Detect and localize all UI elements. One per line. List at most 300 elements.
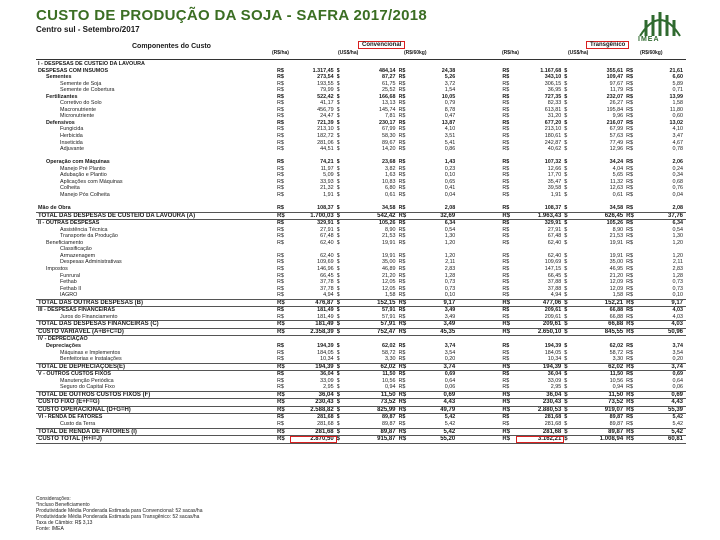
currency-symbol: R$ [398,279,406,286]
currency-symbol: R$ [626,74,634,81]
value-cell: 230,17 [379,119,396,126]
value-cell: 33,09 [547,377,562,384]
row-label: V - OUTROS CUSTOS FIXOS [38,371,111,378]
currency-symbol: $ [564,80,568,87]
currency-symbol: $ [336,74,340,81]
value-cell: 1,20 [672,239,683,246]
currency-symbol: R$ [398,371,406,378]
currency-symbol: R$ [398,313,406,320]
currency-symbol: $ [336,191,340,198]
currency-symbol: R$ [398,384,406,391]
currency-symbol: $ [564,420,568,427]
value-cell: 194,39 [544,342,562,349]
header-transgenico: Transgênico [586,41,629,49]
value-cell: 10,56 [609,377,624,384]
currency-symbol: R$ [502,377,510,384]
currency-symbol: R$ [502,126,510,133]
value-cell [350,336,399,343]
currency-symbol: R$ [276,220,284,227]
currency-symbol: R$ [502,307,510,314]
value-cell: 0,76 [672,185,683,192]
footnotes [36,496,203,532]
currency-symbol: R$ [626,113,634,120]
row-label: Aplicações com Máquinas [60,178,123,185]
currency-symbol: $ [337,399,350,407]
currency-symbol: $ [336,414,340,421]
currency-symbol: $ [564,285,568,292]
currency-symbol: R$ [276,80,284,87]
currency-symbol: R$ [502,342,510,349]
currency-symbol: R$ [626,272,634,279]
currency-symbol [502,336,515,343]
row-label: Custo da Terra [60,420,96,427]
currency-symbol: R$ [277,406,290,414]
currency-symbol: $ [336,384,340,391]
currency-symbol: R$ [502,106,510,113]
currency-symbol: $ [564,436,577,444]
value-cell: 105,26 [379,220,396,227]
value-cell: 180,61 [544,133,562,140]
value-cell: 1.008,94 [578,436,627,444]
value-cell: 34,58 [609,205,624,212]
currency-symbol: R$ [626,165,634,172]
currency-symbol: R$ [626,349,634,356]
currency-symbol: R$ [398,67,406,74]
value-cell: 6,34 [444,220,456,227]
value-cell: 281,06 [317,139,334,146]
value-cell: 12,96 [609,146,624,153]
value-cell: 10,34 [547,356,562,363]
row-label: Benfeitorias e Instalações [60,356,122,363]
currency-symbol [399,336,412,343]
currency-symbol: R$ [276,279,284,286]
value-cell: 62,02 [578,363,627,371]
row-label: TOTAL DE OUTROS CUSTOS FIXOS (F) [36,391,277,399]
value-cell: 3,74 [444,342,456,349]
value-cell: 1,43 [444,159,456,166]
currency-symbol: R$ [626,279,634,286]
value-cell: 109,47 [606,74,624,81]
value-cell [412,336,458,343]
value-cell: 2,11 [672,259,683,266]
value-cell: 21,32 [320,185,334,192]
currency-symbol: $ [564,126,568,133]
value-cell: 0,94 [612,384,624,391]
value-cell: 58,72 [609,349,624,356]
currency-symbol: R$ [502,272,510,279]
table-row [36,406,686,414]
currency-symbol: R$ [398,191,406,198]
value-cell: 45,35 [412,328,458,336]
value-cell: 0,61 [612,191,624,198]
value-cell: 34,58 [382,205,396,212]
currency-symbol: R$ [399,321,412,329]
currency-symbol [277,336,290,343]
currency-symbol: $ [336,172,340,179]
currency-symbol: R$ [399,391,412,399]
currency-symbol: $ [337,328,350,336]
column-gap [458,421,502,428]
value-cell: 4,03 [639,321,686,329]
currency-symbol: $ [336,239,340,246]
currency-symbol: $ [564,191,568,198]
value-cell: 21,20 [609,272,624,279]
currency-symbol: R$ [276,292,284,299]
row-label: Fethab [60,279,77,286]
column-gap [458,436,502,444]
row-label: TOTAL DE DEPRECIAÇÕES(E) [36,363,277,371]
value-cell: 194,39 [290,363,336,371]
row-label: TOTAL DAS OUTRAS DESPESAS (B) [36,299,277,307]
row-label: Despesas Administrativas [60,259,122,266]
currency-symbol: R$ [502,356,510,363]
value-cell: 37,88 [547,279,562,286]
value-cell: 0,86 [444,146,456,153]
value-cell: 2,08 [444,205,456,212]
currency-symbol: R$ [626,106,634,113]
value-cell: 1.317,45 [312,67,334,74]
currency-symbol: $ [336,133,340,140]
value-cell: 0,73 [444,279,456,286]
table-header [36,41,686,59]
currency-symbol: R$ [276,74,284,81]
value-cell: 36,95 [547,87,562,94]
column-gap [458,314,502,321]
header-components: Componentes do Custo [132,43,211,50]
currency-symbol: $ [336,259,340,266]
value-cell: 1,91 [550,191,562,198]
row-label: Impostos [46,265,68,272]
currency-symbol: $ [564,233,568,240]
value-cell: 4,10 [672,126,683,133]
currency-symbol: R$ [277,321,290,329]
currency-symbol: R$ [276,377,284,384]
currency-symbol: $ [564,406,577,414]
currency-symbol: $ [564,159,568,166]
value-cell: 3,54 [444,349,456,356]
currency-symbol: R$ [626,172,634,179]
value-cell: 281,68 [544,420,562,427]
currency-symbol: R$ [502,139,510,146]
currency-symbol: R$ [502,420,510,427]
currency-symbol: R$ [626,93,634,100]
value-cell: 0,04 [672,191,683,198]
value-cell: 195,84 [606,106,624,113]
value-cell: 17,70 [547,172,562,179]
currency-symbol: $ [564,307,568,314]
currency-symbol: $ [336,342,340,349]
value-cell: 0,65 [444,178,456,185]
column-gap [458,414,502,421]
currency-symbol: R$ [502,384,510,391]
currency-symbol: R$ [398,414,406,421]
value-cell: 182,72 [317,133,334,140]
currency-symbol: R$ [502,172,510,179]
value-cell: 2.880,53 [516,406,565,414]
row-label: IAGRO [60,292,78,299]
value-cell: 9,17 [639,299,686,307]
value-cell: 66,88 [609,313,624,320]
table-row [36,414,686,421]
value-cell: 10,34 [320,356,334,363]
currency-symbol: $ [564,172,568,179]
currency-symbol: R$ [626,328,639,336]
value-cell: 1,28 [672,272,683,279]
row-label: CUSTO FIXO (E+F=G) [36,399,277,407]
value-cell: 0,20 [444,356,456,363]
row-label: CUSTO VARIÁVEL (A+B+C=D) [36,328,277,336]
value-cell: 89,87 [382,414,396,421]
value-cell: 107,32 [544,159,562,166]
currency-symbol: R$ [276,371,284,378]
value-cell: 108,37 [544,205,562,212]
currency-symbol: R$ [626,252,634,259]
row-label: Semente de Soja [60,80,102,87]
currency-symbol: R$ [398,165,406,172]
row-label: Inseticida [60,139,83,146]
value-cell: 5,89 [672,80,683,87]
currency-symbol: $ [564,113,568,120]
currency-symbol: R$ [626,321,639,329]
row-label: CUSTO OPERACIONAL (D+G=H) [36,406,277,414]
currency-symbol: R$ [398,220,406,227]
value-cell: 33,09 [320,377,334,384]
value-cell: 181,49 [290,321,336,329]
value-cell: 13,87 [441,119,456,126]
currency-symbol: R$ [626,220,634,227]
value-cell: 34,24 [609,159,624,166]
table-row [36,220,686,227]
currency-symbol: $ [336,159,340,166]
currency-symbol: $ [337,363,350,371]
currency-symbol: R$ [277,363,290,371]
currency-symbol: R$ [276,139,284,146]
value-cell: 343,10 [544,74,562,81]
row-label: VI - RENDA DE FATORES [38,414,103,421]
currency-symbol: $ [564,292,568,299]
currency-symbol: $ [564,259,568,266]
currency-symbol [564,336,577,343]
value-cell: 9,96 [612,113,624,120]
value-cell: 89,67 [382,139,396,146]
value-cell [578,336,627,343]
value-cell [639,336,686,343]
value-cell: 181,49 [317,313,334,320]
table-row [36,356,686,363]
column-gap [458,384,502,391]
currency-symbol: $ [337,321,350,329]
currency-symbol: R$ [502,279,510,286]
currency-symbol: R$ [276,205,284,212]
currency-symbol: R$ [626,391,639,399]
footnote-line: Considerações: [36,496,71,502]
value-cell: 1,20 [444,239,456,246]
row-label: DESPESAS COM INSUMOS [38,67,109,74]
value-cell: 5,42 [444,420,456,427]
column-gap [458,307,502,314]
row-label: TOTAL DAS DESPESAS DE CUSTEIO DA LAVOURA (A) [36,212,277,220]
value-cell: 147,15 [544,265,562,272]
value-cell: 89,87 [609,414,624,421]
currency-symbol: $ [337,428,350,436]
currency-symbol: R$ [502,226,510,233]
currency-symbol: R$ [626,178,634,185]
value-cell: 0,24 [672,165,683,172]
currency-symbol: R$ [277,212,290,220]
value-cell: 21,53 [382,233,396,240]
currency-symbol: R$ [626,414,634,421]
value-cell: 12,09 [609,285,624,292]
currency-symbol: R$ [626,233,634,240]
row-label: Colheita [60,185,80,192]
column-gap [458,336,502,343]
currency-symbol: $ [336,146,340,153]
value-cell: 5,42 [412,428,458,436]
table-row [36,384,686,391]
value-cell: 19,91 [382,239,396,246]
currency-symbol: $ [564,313,568,320]
value-cell: 37,88 [547,285,562,292]
value-cell: 727,35 [544,93,562,100]
value-cell: 281,68 [516,428,565,436]
value-cell: 0,06 [444,384,456,391]
value-cell: 0,73 [672,279,683,286]
currency-symbol: $ [336,313,340,320]
row-label: CUSTO TOTAL (H+I=J) [36,436,277,444]
currency-symbol: $ [336,100,340,107]
value-cell: 152,15 [350,299,399,307]
currency-symbol: $ [336,178,340,185]
value-cell: 89,87 [609,420,624,427]
value-cell: 13,99 [669,93,683,100]
currency-symbol: $ [336,285,340,292]
currency-symbol: R$ [398,272,406,279]
value-cell: 542,42 [350,212,399,220]
currency-symbol: $ [336,356,340,363]
table-row [36,321,686,329]
column-gap [458,212,502,220]
value-cell: 74,21 [320,159,334,166]
row-label: Manutenção Periódica [60,377,114,384]
value-cell: 62,40 [320,252,334,259]
value-cell: 66,88 [609,307,624,314]
currency-symbol: $ [336,292,340,299]
currency-symbol: $ [564,299,577,307]
currency-symbol: R$ [626,205,634,212]
value-cell: 2.358,39 [290,328,336,336]
value-cell: 39,58 [547,185,562,192]
value-cell: 89,87 [350,428,399,436]
currency-symbol: $ [336,371,340,378]
value-cell: 306,15 [544,80,562,87]
currency-symbol: R$ [398,226,406,233]
currency-symbol: R$ [398,126,406,133]
currency-symbol: R$ [276,349,284,356]
currency-symbol: R$ [502,87,510,94]
row-label: Depreciações [46,342,82,349]
value-cell: 35,00 [609,259,624,266]
currency-symbol: R$ [398,252,406,259]
value-cell: 1,58 [612,292,624,299]
value-cell: 209,61 [544,307,562,314]
currency-symbol: R$ [502,100,510,107]
currency-symbol: R$ [276,146,284,153]
value-cell: 3,54 [672,349,683,356]
currency-symbol: R$ [626,126,634,133]
currency-symbol: $ [564,356,568,363]
value-cell: 6,34 [672,220,683,227]
currency-symbol: $ [564,342,568,349]
currency-symbol: R$ [399,436,412,444]
value-cell: 0,78 [672,146,683,153]
currency-symbol: R$ [502,399,515,407]
currency-symbol: R$ [276,67,284,74]
row-label: III - DESPESAS FINANCEIRAS [38,307,115,314]
currency-symbol: R$ [276,239,284,246]
value-cell: 67,48 [547,233,562,240]
value-cell: 4,43 [639,399,686,407]
currency-symbol: R$ [626,420,634,427]
currency-symbol: $ [564,220,568,227]
value-cell: 0,41 [444,185,456,192]
currency-symbol: $ [336,93,340,100]
value-cell: 0,60 [672,113,683,120]
currency-symbol: R$ [626,307,634,314]
value-cell: 0,94 [385,384,396,391]
currency-symbol: R$ [626,259,634,266]
currency-symbol: $ [564,119,568,126]
currency-symbol: $ [336,252,340,259]
currency-symbol: R$ [398,93,406,100]
value-cell: 845,55 [578,328,627,336]
currency-symbol: R$ [626,133,634,140]
column-gap [458,371,502,378]
currency-symbol: R$ [502,119,510,126]
row-label: Corretivo do Solo [60,100,102,107]
currency-symbol: R$ [276,106,284,113]
value-cell: 55,39 [639,406,686,414]
value-cell: 21,20 [382,272,396,279]
currency-symbol: R$ [502,414,510,421]
value-cell: 27,91 [547,226,562,233]
currency-symbol: R$ [398,239,406,246]
currency-symbol: R$ [626,265,634,272]
currency-symbol: R$ [502,205,510,212]
currency-symbol: R$ [276,259,284,266]
currency-symbol: $ [564,328,577,336]
currency-symbol: R$ [398,146,406,153]
row-label: I - DESPESAS DE CUSTEIO DA LAVOURA [38,61,145,67]
value-cell: 50,96 [639,328,686,336]
value-cell: 484,14 [379,67,396,74]
currency-symbol: R$ [626,226,634,233]
value-cell: 1.167,68 [540,67,562,74]
currency-symbol: $ [564,272,568,279]
value-cell: 60,81 [639,436,686,444]
value-cell: 109,69 [317,259,334,266]
value-cell: 522,42 [317,93,334,100]
unit-trans-rs-60kg: (R$/60kg) [640,50,663,56]
value-cell: 1.700,03 [290,212,336,220]
currency-symbol: $ [564,93,568,100]
currency-symbol: R$ [626,292,634,299]
currency-symbol [337,336,350,343]
value-cell: 0,71 [672,87,683,94]
row-label: Manejo Pré Plantio [60,165,106,172]
value-cell: 9,17 [412,299,458,307]
value-cell: 230,43 [290,399,336,407]
currency-symbol: $ [564,399,577,407]
